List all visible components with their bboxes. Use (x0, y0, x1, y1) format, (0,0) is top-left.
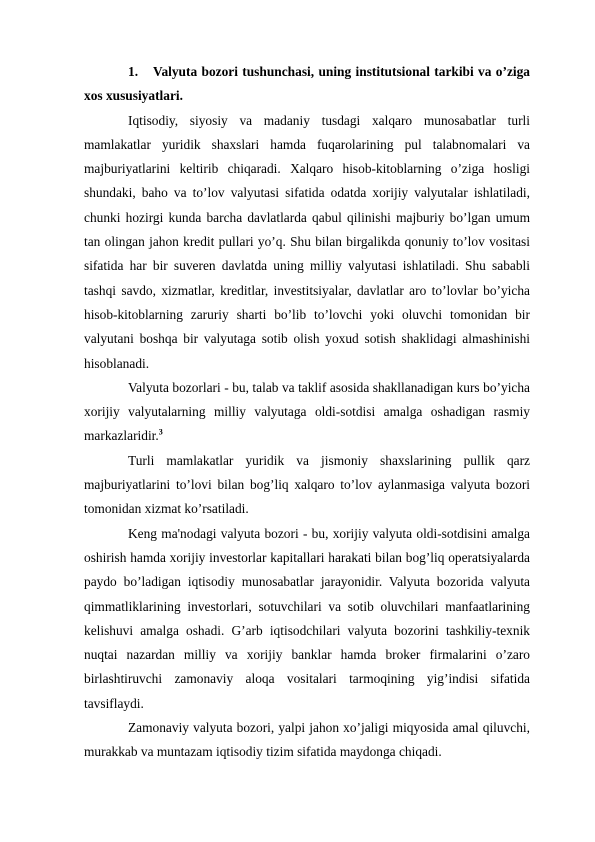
section-title: Valyuta bozori tushunchasi, uning institutsional tarkibi va o’ziga xos xususiyatlari. (84, 64, 530, 104)
paragraph-broad-meaning (84, 522, 530, 716)
paragraph-text: Keng ma'nodagi valyuta bozori - bu, xorijiy valyuta oldi-sotdisini amalga oshirish hamda xorijiy investorlar kapitallari harakati bilan bog’liq operatsiyalarda paydo bo’ladigan iqtisodiy munosabatlar jarayonidir. Valyuta bozorida valyuta qimmatliklarining investorlari, sotuvchilari va sotib oluvchilari manfaatlarining kelishuvi amalga oshadi. G’arb iqtisodchilari valyuta bozorini tashkiliy-texnik nuqtai nazardan milliy va xorijiy banklar hamda broker firmalarini o’zaro birlashtiruvchi zamonaviy aloqa vositalari tarmoqining yig’indisi sifatida tavsiflaydi. (84, 525, 530, 711)
paragraph-intro (84, 109, 530, 376)
paragraph-text: Valyuta bozorlari - bu, talab va taklif asosida shakllanadigan kurs bo’yicha xorijiy valyutalarning milliy valyutaga oldi-sotdisi amalga oshadigan rasmiy markazlaridir. (84, 379, 530, 444)
paragraph-definition (84, 376, 530, 449)
paragraph-modern-market (84, 716, 530, 765)
document-page (84, 60, 530, 765)
section-heading (84, 60, 530, 109)
section-number: 1. (128, 64, 139, 79)
footnote-marker: 3 (158, 427, 163, 437)
paragraph-text: Iqtisodiy, siyosiy va madaniy tusdagi xalqaro munosabatlar turli mamlakatlar yuridik shaxslari hamda fuqarolarining pul talabnomalari va majburiyatlarini keltirib chiqaradi. Xalqaro hisob-kitoblarning o’ziga hosligi shundaki, baho va to’lov valyutasi sifatida odatda xorijiy valyutalar ishlatiladi, chunki hozirgi kunda barcha davlatlarda qabul qilinishi majburiy bo’lgan umum tan olingan jahon kredit pullari yo’q. Shu bilan birgalikda qonuniy to’lov vositasi sifatida har bir suveren davlatda uning milliy valyutasi ishlatiladi. Shu sababli tashqi savdo, xizmatlar, kreditlar, investitsiyalar, davlatlar aro to’lovlar bo’yicha hisob-kitoblarning zaruriy sharti bo’lib to’lovchi yoki oluvchi tomonidan bir valyutani boshqa bir valyutaga sotib olish yoxud sotish shaklidagi almashinishi hisoblanadi. (84, 112, 530, 371)
paragraph-text: Turli mamlakatlar yuridik va jismoniy shaxslarining pullik qarz majburiyatlarini to’lovi bilan bog’liq xalqaro to’lov aylanmasiga valyuta bozori tomonidan xizmat ko’rsatiladi. (84, 452, 530, 517)
paragraph-service (84, 449, 530, 522)
paragraph-text: Zamonaviy valyuta bozori, yalpi jahon xo’jaligi miqyosida amal qiluvchi, murakkab va muntazam iqtisodiy tizim sifatida maydonga chiqadi. (84, 720, 530, 760)
